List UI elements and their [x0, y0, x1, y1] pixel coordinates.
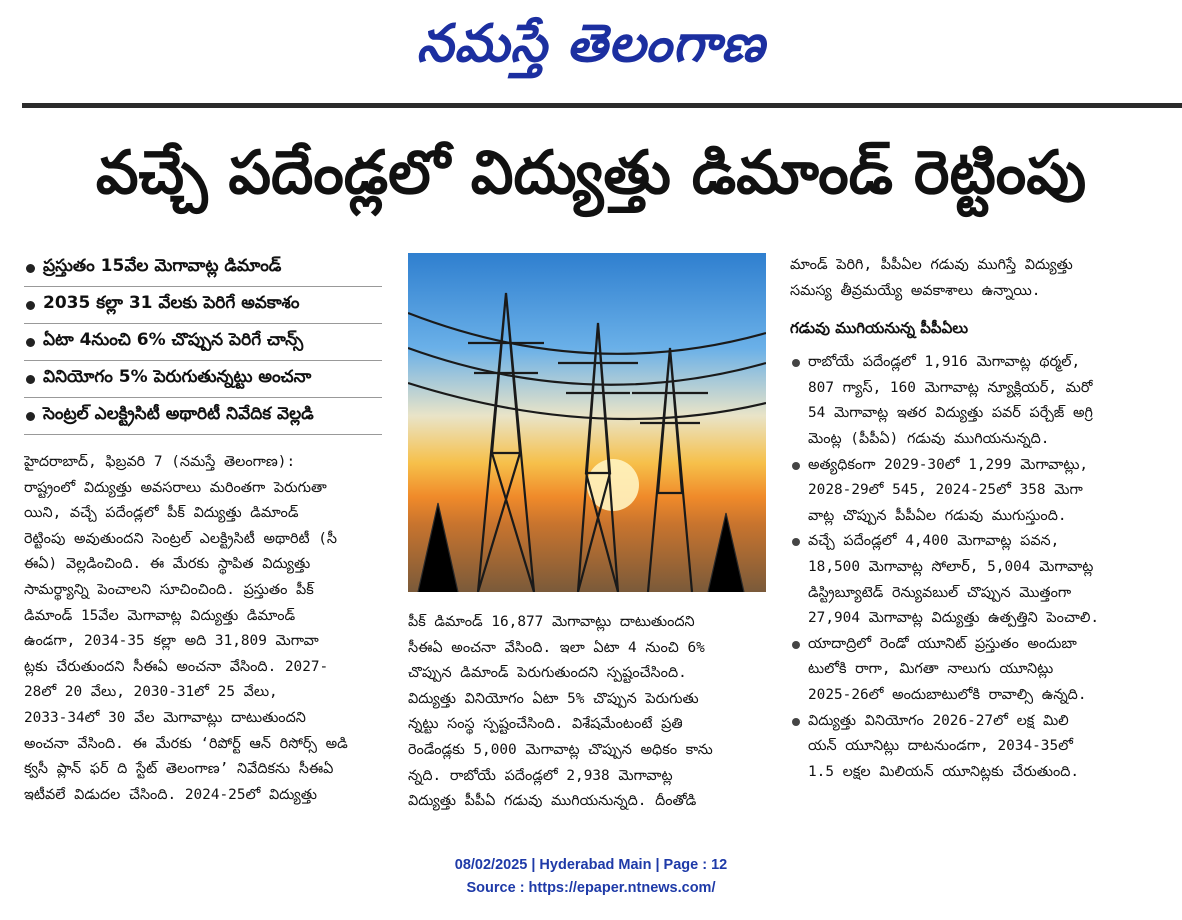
text-line: ఈఏ) వెల్లడించింది. ఈ మేరకు స్థాపిత విద్యుత్తు	[24, 556, 311, 573]
list-item: యాదాద్రిలో రెండో యూనిట్‌ ప్రస్తుతం అందుబా టులోకి రాగా, మిగతా నాలుగు యూనిట్లు 2025-26లో అందుబాటులోకి రావాల్సి ఉన్నది.	[790, 632, 1160, 709]
subheading: గడువు ముగియనున్న పీపీఏలు	[790, 319, 969, 338]
bullet-icon	[26, 375, 35, 384]
text-line: ఉండగా, 2034-35 కల్లా అది 31,809 మెగావా	[24, 633, 319, 650]
highlight-item: ప్రస్తుతం 15వేల మెగావాట్ల డిమాండ్‌	[24, 250, 382, 287]
bullet-icon	[26, 264, 35, 273]
masthead-title: నమస్తే తెలంగాణ	[416, 13, 766, 74]
footer-edition-info: 08/02/2025 | Hyderabad Main | Page : 12	[454, 857, 728, 873]
list-item: రాబోయే పదేండ్లలో 1,916 మెగావాట్ల థర్మల్‌, 807 గ్యాస్‌, 160 మెగావాట్ల న్యూక్లియర్‌, మరో 54 మెగావాట్ల ఇతర విద్యుత్తు పవర్‌ పర్చేజ్‌ అగ్రి మెంట్ల (పీపీఏ) గడువు ముగియనున్నది.	[790, 350, 1160, 452]
masthead	[0, 0, 1182, 100]
text-line: ఇటీవలే విడుదల చేసింది. 2024-25లో విద్యుత్తు	[24, 786, 317, 803]
text-line: పీక్‌ డిమాండ్‌ 16,877 మెగావాట్లు దాటుతుందని	[408, 614, 695, 630]
article-column-3	[790, 253, 1160, 785]
text-line: మాండ్‌ పెరిగి, పీపీఏల గడువు ముగిస్తే విద్యుత్తు	[790, 257, 1073, 273]
text-line: రాష్ట్రంలో విద్యుత్తు అవసరాలు మరింతగా పెరుగుతా	[24, 479, 327, 496]
highlight-item: 2035 కల్లా 31 వేలకు పెరిగే అవకాశం	[24, 287, 382, 324]
list-item: విద్యుత్తు వినియోగం 2026-27లో లక్ష మిలి యన్‌ యూనిట్లు దాటనుండగా, 2034-35లో 1.5 లక్షల మిలియన్‌ యూనిట్లకు చేరుతుంది.	[790, 709, 1160, 786]
pylon-illustration	[408, 253, 766, 592]
text-line: సీఈఏ అంచనా వేసింది. ఇలా ఏటా 4 నుంచి 6%	[408, 639, 705, 656]
text-line: 28లో 20 వేలు, 2030-31లో 25 వేలు,	[24, 684, 278, 701]
list-item: అత్యధికంగా 2029-30లో 1,299 మెగావాట్లు, 2028-29లో 545, 2024-25లో 358 మెగా వాట్ల చొప్పున పీపీఏల గడువు ముగుస్తుంది.	[790, 453, 1160, 530]
list-item: వచ్చే పదేండ్లలో 4,400 మెగావాట్ల పవన, 18,500 మెగావాట్ల సోలార్‌, 5,004 మెగావాట్ల డిస్ట్రిబ్యూటెడ్‌ రెన్యువబుల్‌ చొప్పున మొత్తంగా 27,904 మెగావాట్ల విద్యుత్తు ఉత్పత్తిని పెంచాలి.	[790, 529, 1160, 631]
text-line: 2033-34లో 30 వేల మెగావాట్లు దాటుతుందని	[24, 709, 306, 726]
text-line: హైదరాబాద్‌, ఫిబ్రవరి 7 (నమస్తే తెలంగాణ):	[24, 454, 296, 470]
text-line: విద్యుత్తు వినియోగం ఏటా 5% చొప్పున పెరుగుతు	[408, 690, 699, 707]
text-line: రెండేండ్లకు 5,000 మెగావాట్ల చొప్పున అధికం కాను	[408, 741, 713, 758]
text-line: రెట్టింపు అవుతుందని సెంట్రల్‌ ఎలక్ట్రిసిటీ అథారిటీ (సీ	[24, 530, 338, 547]
masthead-divider	[22, 103, 1182, 108]
bullet-icon	[26, 412, 35, 421]
text-line: న్నట్టు సంస్థ స్పష్టంచేసింది. విశేషమేంటంటే ప్రతి	[408, 716, 683, 733]
highlight-item: ఏటా 4నుంచి 6% చొప్పున పెరిగే చాన్స్‌	[24, 324, 382, 361]
headline: వచ్చే పదేండ్లలో విద్యుత్తు డిమాండ్‌ రెట్టింపు	[95, 138, 1087, 208]
text-line: న్నది. రాబోయే పదేండ్లలో 2,938 మెగావాట్ల	[408, 767, 673, 784]
text-line: విద్యుత్తు పీపీఏ గడువు ముగియనున్నది. దీంతోడి	[408, 793, 697, 810]
text-line: డిమాండ్‌ 15వేల మెగావాట్ల విద్యుత్తు డిమాండ్‌	[24, 607, 296, 624]
power-pylons-photo	[408, 253, 766, 592]
text-line: క్వసీ ప్లాన్‌ ఫర్‌ ది స్టేట్‌ తెలంగాణ’ నివేదికను సీఈఏ	[24, 761, 334, 778]
footer-source: Source : https://epaper.ntnews.com/	[466, 880, 716, 896]
text-line: యిని, వచ్చే పదేండ్లలో పీక్‌ విద్యుత్తు డిమాండ్‌	[24, 505, 299, 522]
text-line: సమస్య తీవ్రమయ్యే అవకాశాలు ఉన్నాయి.	[790, 282, 1041, 299]
text-line: ట్లకు చేరుతుందని సీఈఏ అంచనా వేసింది. 2027-	[24, 658, 329, 675]
text-line: చొప్పున డిమాండ్‌ పెరుగుతుందని స్పష్టంచేసింది.	[408, 665, 687, 682]
article-column-2	[408, 610, 770, 815]
highlight-item: వినియోగం 5% పెరుగుతున్నట్టు అంచనా	[24, 361, 382, 398]
highlights-box	[24, 250, 382, 435]
highlight-item: సెంట్రల్‌ ఎలక్ట్రిసిటీ అథారిటీ నివేదిక వెల్లడి	[24, 398, 382, 435]
bullet-icon	[26, 301, 35, 310]
text-line: అంచనా వేసింది. ఈ మేరకు ‘రిపోర్ట్‌ ఆన్‌ రిసోర్స్‌ అడి	[24, 735, 348, 752]
bullet-icon	[26, 338, 35, 347]
article-column-1	[24, 450, 386, 808]
text-line: సామర్థ్యాన్ని పెంచాలని సూచించింది. ప్రస్తుతం పీక్‌	[24, 581, 314, 598]
